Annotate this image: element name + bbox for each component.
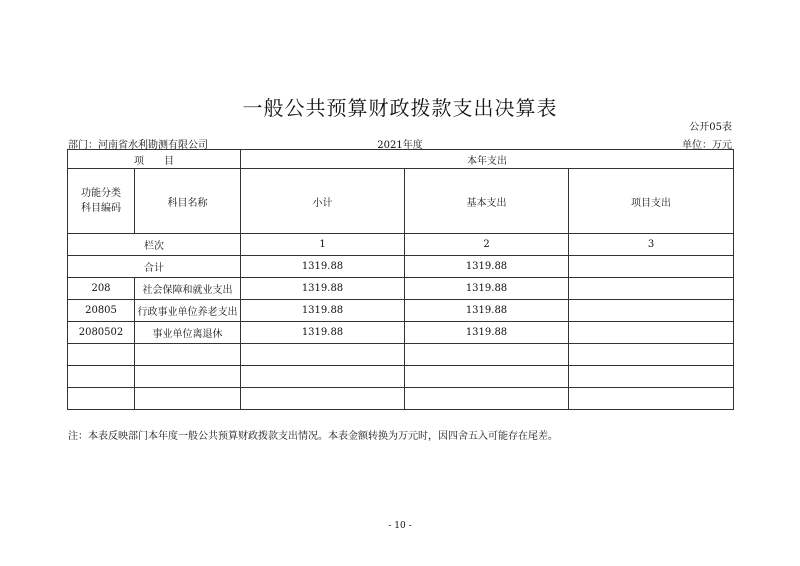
row-project [569, 300, 734, 322]
total-label: 合计 [68, 256, 241, 278]
row-basic [405, 344, 569, 366]
department-label: 部门：河南省水利勘测有限公司 [68, 140, 208, 151]
expenditure-table [67, 149, 734, 410]
row-project [569, 344, 734, 366]
row-basic [405, 388, 569, 410]
row-name [135, 344, 241, 366]
header-item-name: 科目名称 [135, 169, 241, 234]
row-project [569, 322, 734, 344]
row-basic: 1319.88 [405, 300, 569, 322]
row-code: 20805 [68, 300, 135, 322]
row-basic [405, 366, 569, 388]
row-code: 208 [68, 278, 135, 300]
column-index-2: 2 [405, 234, 569, 256]
row-subtotal: 1319.88 [241, 300, 405, 322]
row-subtotal: 1319.88 [241, 278, 405, 300]
row-code [68, 388, 135, 410]
header-project-exp: 项目支出 [569, 169, 734, 234]
page-title: 一般公共预算财政拨款支出决算表 [242, 96, 558, 120]
row-basic: 1319.88 [405, 278, 569, 300]
table-row [68, 366, 734, 388]
row-subtotal [241, 366, 405, 388]
header-project: 项 目 [68, 150, 241, 169]
header-basic: 基本支出 [405, 169, 569, 234]
row-subtotal: 1319.88 [241, 322, 405, 344]
row-name: 社会保障和就业支出 [135, 278, 241, 300]
column-index-3: 3 [569, 234, 734, 256]
year-label: 2021年度 [377, 140, 423, 151]
column-index-row [68, 234, 734, 256]
column-index-1: 1 [241, 234, 405, 256]
row-project [569, 278, 734, 300]
table-row [68, 388, 734, 410]
row-basic: 1319.88 [405, 322, 569, 344]
page-number: - 10 - [388, 521, 412, 531]
row-name [135, 388, 241, 410]
table-header-row [68, 150, 734, 169]
header-code-line1: 功能分类 [81, 188, 121, 199]
row-code [68, 366, 135, 388]
table-row [68, 344, 734, 366]
total-project [569, 256, 734, 278]
total-basic: 1319.88 [405, 256, 569, 278]
row-subtotal [241, 388, 405, 410]
total-row [68, 256, 734, 278]
header-code-line2: 科目编码 [81, 203, 121, 214]
form-number: 公开05表 [689, 122, 732, 133]
header-current-year: 本年支出 [241, 150, 734, 169]
row-name: 事业单位离退休 [135, 322, 241, 344]
row-code: 2080502 [68, 322, 135, 344]
footnote: 注：本表反映部门本年度一般公共预算财政拨款支出情况。本表金额转换为万元时，因四舍五入可能存在尾差。 [68, 431, 558, 442]
row-code [68, 344, 135, 366]
row-subtotal [241, 344, 405, 366]
table-row [68, 322, 734, 344]
row-name: 行政事业单位养老支出 [135, 300, 241, 322]
header-subtotal: 小计 [241, 169, 405, 234]
row-name [135, 366, 241, 388]
table-row [68, 278, 734, 300]
row-project [569, 388, 734, 410]
row-project [569, 366, 734, 388]
column-index-label: 栏次 [68, 234, 241, 256]
header-function-code [68, 169, 135, 234]
table-subheader-row [68, 169, 734, 234]
table-row [68, 300, 734, 322]
total-subtotal: 1319.88 [241, 256, 405, 278]
unit-label: 单位：万元 [682, 140, 732, 151]
